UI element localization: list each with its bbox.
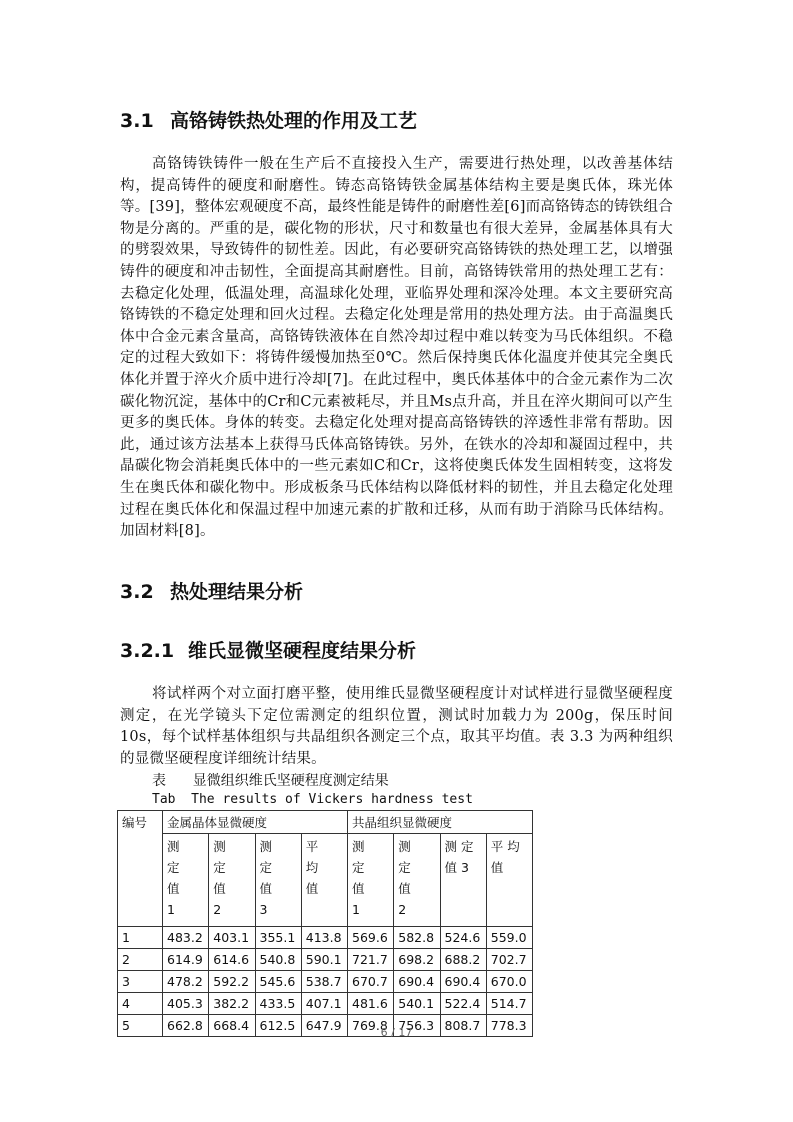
- subheader-cell: 测 定 值 3: [440, 834, 486, 927]
- subheader-cell: 测 定 值 2: [394, 834, 440, 927]
- table-cell: 413.8: [301, 927, 347, 949]
- section-heading-3-2-1: [120, 636, 416, 663]
- table-cell: 524.6: [440, 927, 486, 949]
- table-cell: 514.7: [486, 993, 532, 1015]
- table-cell: 702.7: [486, 949, 532, 971]
- section-number: 3.2.1: [120, 640, 175, 662]
- table-cell: 522.4: [440, 993, 486, 1015]
- table-row: [118, 927, 533, 949]
- table-cell: 721.7: [348, 949, 394, 971]
- table-cell: 668.4: [209, 1015, 255, 1037]
- table-cell: 405.3: [163, 993, 209, 1015]
- table-cell: 403.1: [209, 927, 255, 949]
- table-row: [118, 993, 533, 1015]
- table-cell: 559.0: [486, 927, 532, 949]
- table-cell: 382.2: [209, 993, 255, 1015]
- table-cell: 808.7: [440, 1015, 486, 1037]
- section-title: 高铬铸铁热处理的作用及工艺: [170, 110, 418, 132]
- table-cell: 582.8: [394, 927, 440, 949]
- section-number: 3.2: [120, 581, 154, 603]
- table-cell: 545.6: [255, 971, 301, 993]
- table-subheader-row: [118, 834, 533, 927]
- table-cell: 540.8: [255, 949, 301, 971]
- table-cell: 569.6: [348, 927, 394, 949]
- table-cell: 433.5: [255, 993, 301, 1015]
- table-row: [118, 971, 533, 993]
- section-title: 热处理结果分析: [170, 581, 304, 603]
- subheader-cell: 测 定 值 2: [209, 834, 255, 927]
- table-cell: 769.8: [348, 1015, 394, 1037]
- hardness-table: [117, 810, 533, 1037]
- table-cell: 407.1: [301, 993, 347, 1015]
- table-cell: 540.1: [394, 993, 440, 1015]
- table-cell: 756.3: [394, 1015, 440, 1037]
- table-caption-en: Tab The results of Vickers hardness test: [152, 792, 473, 807]
- table-cell: 690.4: [394, 971, 440, 993]
- table-cell: 778.3: [486, 1015, 532, 1037]
- section-number: 3.1: [120, 110, 154, 132]
- table-cell: 5: [118, 1015, 163, 1037]
- table-cell: 614.6: [209, 949, 255, 971]
- table-cell: 690.4: [440, 971, 486, 993]
- table-header-row: [118, 811, 533, 834]
- subheader-cell: 测 定 值 1: [348, 834, 394, 927]
- table-cell: 478.2: [163, 971, 209, 993]
- table-cell: 1: [118, 927, 163, 949]
- body-paragraph-1: 高铬铸铁铸件一般在生产后不直接投入生产，需要进行热处理，以改善基体结构，提高铸件的硬度和耐磨性。铸态高铬铸铁金属基体结构主要是奥氏体，珠光体等。[39]，整体宏观硬度不高，最终性能是铸件的耐磨性差[6]而高铬铸态的铸铁组合物是分离的。严重的是，碳化物的形状，尺寸和数量也有很大差异，金属基体具有大的劈裂效果，导致铸件的韧性差。因此，有必要研究高铬铸铁的热处理工艺，以增强铸件的硬度和冲击韧性，全面提高其耐磨性。目前，高铬铸铁常用的热处理工艺有：去稳定化处理，低温处理，高温球化处理，亚临界处理和深冷处理。本文主要研究高铬铸铁的不稳定处理和回火过程。去稳定化处理是常用的热处理方法。由于高温奥氏体中合金元素含量高，高铬铸铁液体在自然冷却过程中难以转变为马氏体组织。不稳定的过程大致如下：将铸件缓慢加热至0℃。然后保持奥氏体化温度并使其完全奥氏体化并置于淬火介质中进行冷却[7]。在此过程中，奥氏体基体中的合金元素作为二次碳化物沉淀，基体中的Cr和C元素被耗尽，并且Ms点升高，并且在淬火期间可以产生更多的奥氏体。身体的转变。去稳定化处理对提高高铬铸铁的淬透性非常有帮助。因此，通过该方法基本上获得马氏体高铬铸铁。另外，在铁水的冷却和凝固过程中，共晶碳化物会消耗奥氏体中的一些元素如C和Cr，这将使奥氏体发生固相转变，这将发生在奥氏体和碳化物中。形成板条马氏体结构以降低材料的韧性，并且去稳定化处理过程在奥氏体化和保温过程中加速元素的扩散和迁移，从而有助于消除马氏体结构。加固材料[8]。: [120, 156, 673, 540]
- table-cell: 2: [118, 949, 163, 971]
- header-group-matrix: 金属晶体显微硬度: [163, 811, 348, 834]
- section-heading-3-2: [120, 577, 303, 604]
- table-cell: 698.2: [394, 949, 440, 971]
- table-row: [118, 949, 533, 971]
- table-cell: 3: [118, 971, 163, 993]
- table-cell: 670.0: [486, 971, 532, 993]
- subheader-cell: 测 定 值 1: [163, 834, 209, 927]
- table-caption-cn: 表 显微组织维氏坚硬程度测定结果: [152, 773, 389, 789]
- header-id: 编号: [118, 811, 163, 927]
- header-group-eutectic: 共晶组织显微硬度: [348, 811, 533, 834]
- table-cell: 355.1: [255, 927, 301, 949]
- table-cell: 4: [118, 993, 163, 1015]
- section-title: 维氏显微坚硬程度结果分析: [188, 640, 417, 662]
- table-cell: 612.5: [255, 1015, 301, 1037]
- subheader-cell: 平 均 值: [301, 834, 347, 927]
- table-cell: 481.6: [348, 993, 394, 1015]
- table-cell: 614.9: [163, 949, 209, 971]
- table-cell: 592.2: [209, 971, 255, 993]
- section-heading-3-1: [120, 106, 417, 133]
- table-cell: 538.7: [301, 971, 347, 993]
- page-number: 6 / 17: [380, 1026, 413, 1039]
- table-cell: 647.9: [301, 1015, 347, 1037]
- table-cell: 590.1: [301, 949, 347, 971]
- table-cell: 670.7: [348, 971, 394, 993]
- table-cell: 662.8: [163, 1015, 209, 1037]
- subheader-cell: 平 均 值: [486, 834, 532, 927]
- table-cell: 483.2: [163, 927, 209, 949]
- body-paragraph-2: 将试样两个对立面打磨平整，使用维氏显微坚硬程度计对试样进行显微坚硬程度测定，在光学镜头下定位需测定的组织位置，测试时加载力为 200g，保压时间 10s，每个试样基体组织与共晶组织各测定三个点，取其平均值。表 3.3 为两种组织的显微坚硬程度详细统计结果。: [120, 686, 673, 767]
- table-cell: 688.2: [440, 949, 486, 971]
- subheader-cell: 测 定 值 3: [255, 834, 301, 927]
